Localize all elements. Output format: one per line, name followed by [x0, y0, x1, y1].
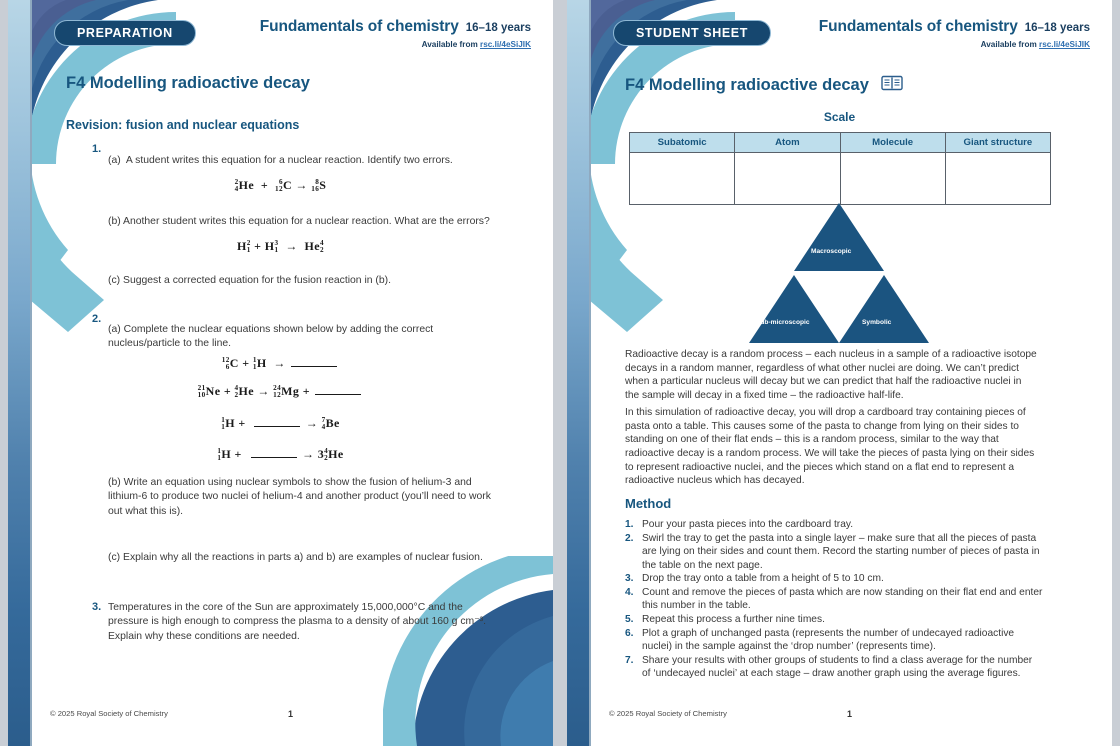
question-1a-text: [108, 154, 508, 168]
scale-cell-giant-structure[interactable]: [945, 153, 1050, 205]
question-1b-body: Another student writes this equation for a nuclear reaction. What are the errors?: [123, 216, 490, 227]
method-step-6-number: 6.: [625, 627, 634, 639]
availability-line-right: [819, 40, 1090, 49]
scale-label: Scale: [823, 110, 856, 124]
scale-table: [629, 132, 1051, 205]
question-1c-body: Suggest a corrected equation for the fusion reaction in (b).: [123, 275, 392, 286]
question-2a-text: [108, 323, 478, 352]
footer-right: [609, 709, 1090, 718]
scale-cell-subatomic[interactable]: [630, 153, 735, 205]
availability-line: [260, 40, 531, 49]
triangle-label-macroscopic: Macroscopic: [811, 248, 852, 255]
method-step-4-text: Count and remove the pieces of pasta which are now standing on their flat end and enter this number in the table.: [642, 586, 1043, 612]
copyright-right: © 2025 Royal Society of Chemistry: [609, 709, 727, 718]
page-left-preparation: [8, 0, 553, 746]
method-step-7: [625, 654, 1043, 681]
age-range-right: 16–18 years: [1024, 22, 1090, 34]
page-right-student-sheet: [567, 0, 1112, 746]
intro-paragraph-1: Radioactive decay is a random process – each nucleus in a sample of a radioactive isotope decays in a random manner, regardless of what other nuclei are doing. We can’t predict when a particular nucleus will decay but we can predict that half the radioactive nuclei in the sample will decay in a fixed time – the radioactive half-life.: [625, 349, 1037, 402]
method-step-1-text: Pour your pasta pieces into the cardboard tray.: [642, 519, 854, 530]
header-right-left-page: [260, 18, 531, 49]
scale-cell-molecule[interactable]: [840, 153, 945, 205]
question-1a-body: A student writes this equation for a nuclear reaction. Identify two errors.: [125, 155, 453, 166]
resource-title: Fundamentals of chemistry: [259, 18, 459, 35]
method-step-1: [625, 518, 1043, 532]
resource-title-right: Fundamentals of chemistry: [818, 18, 1018, 35]
equation-2a-2: 21 10 Ne + 4 2 He → 24 12 Mg +: [8, 384, 553, 399]
method-step-5-number: 5.: [625, 613, 634, 625]
badge-preparation: PREPARATION: [54, 20, 196, 46]
header-right-right-page: [819, 18, 1090, 49]
copyright-left: © 2025 Royal Society of Chemistry: [50, 709, 168, 718]
method-step-4: [625, 586, 1043, 613]
method-step-3: [625, 572, 1043, 586]
question-2c-text: [108, 551, 508, 565]
method-step-6-text: Plot a graph of unchanged pasta (represents the number of undecayed radioactive nuclei) in the sample against the ‘drop number’ (represents time).: [642, 627, 1015, 653]
question-2b-label: (b): [108, 477, 121, 488]
equation-2a-1: 12 6 C + 1 1 H →: [8, 356, 553, 371]
method-step-1-number: 1.: [625, 519, 634, 530]
method-step-3-text: Drop the tray onto a table from a height of 5 to 10 cm.: [642, 573, 884, 585]
equation-2a-4: 1 1 H + → 3 4 2 He: [217, 447, 344, 463]
scale-col-molecule: Molecule: [840, 133, 945, 153]
question-2c-label: (c): [108, 552, 121, 563]
question-2-number: 2.: [92, 313, 102, 325]
equation-1a: 2 4 He + 6 12 C → 8 16 S: [234, 178, 327, 194]
question-1c-label: (c): [108, 275, 121, 286]
method-step-4-number: 4.: [625, 586, 634, 598]
question-3-number: 3.: [92, 601, 102, 613]
scale-col-subatomic: Subatomic: [630, 133, 735, 153]
method-step-6: [625, 627, 1043, 654]
method-heading: Method: [625, 496, 672, 511]
page-spine-gradient-right: [567, 0, 589, 746]
right-page-content: [567, 0, 1112, 746]
method-step-5: [625, 613, 1043, 627]
footer-left: [50, 709, 531, 718]
method-step-7-number: 7.: [625, 654, 634, 666]
johnstone-triangle-diagram: [749, 203, 929, 345]
method-step-2-text: Swirl the tray to get the pasta into a single layer – make sure that all the pieces of pasta are lying on their sides and count them. Record the starting number of pieces of pasta in the table on the next page.: [642, 532, 1040, 571]
equation-2a-3: 1 1 H + → 7 4 Be: [221, 416, 340, 432]
method-step-2: [625, 532, 1043, 573]
question-2a-label: (a): [108, 324, 121, 335]
method-steps-list: [625, 518, 1043, 681]
page-number-right: 1: [846, 708, 852, 719]
page-title-text: F4 Modelling radioactive decay: [66, 74, 310, 92]
open-book-icon: [881, 74, 903, 97]
scale-col-giant-structure: Giant structure: [945, 133, 1050, 153]
badge-student-sheet: STUDENT SHEET: [613, 20, 771, 46]
question-2c-body: Explain why all the reactions in parts a) and b) are examples of nuclear fusion.: [123, 552, 483, 563]
scale-table-header-row: [630, 133, 1051, 153]
question-1a-label: (a): [108, 155, 121, 166]
available-from-label: Available from: [421, 40, 481, 49]
page-spine-edge: [30, 0, 32, 746]
intro-paragraph-2: In this simulation of radioactive decay, you will drop a cardboard tray containing pieces of pasta onto a table. This causes some of the pasta to change from lying on their sides to standing on one of their flat ends – this is a random process, similar to the way that radioactive decay is a random process. We will take the pieces of pasta lying on their sides to represent radioactive nuclei, and the pieces which stand on a flat end to represent a radioactive nucleus which has decayed.: [625, 407, 1035, 487]
resource-url-link[interactable]: rsc.li/4eSiJIK: [480, 40, 531, 49]
question-1b-label: (b): [108, 216, 121, 227]
method-step-5-text: Repeat this process a further nine times.: [642, 613, 825, 625]
method-step-2-number: 2.: [625, 532, 634, 544]
scale-cell-atom[interactable]: [735, 153, 840, 205]
resource-url-link-right[interactable]: rsc.li/4eSiJIK: [1039, 40, 1090, 49]
available-from-label-right: Available from: [980, 40, 1040, 49]
page-spine-edge-right: [589, 0, 591, 746]
question-1b-text: [108, 215, 508, 229]
page-title: [66, 74, 310, 93]
question-2a-body: Complete the nuclear equations shown below by adding the correct nucleus/particle to the line.: [108, 324, 434, 350]
scale-col-atom: Atom: [735, 133, 840, 153]
question-1c-text: [108, 274, 508, 288]
section-subheading: Revision: fusion and nuclear equations: [66, 118, 300, 132]
page-title-right: [625, 74, 903, 97]
equation-1b: H 2 1 + H 3 1 → He 4 2: [237, 239, 324, 255]
age-range: 16–18 years: [465, 22, 531, 34]
question-2b-body: Write an equation using nuclear symbols to show the fusion of helium-3 and lithium-6 to produce two nuclei of helium-4 and another product (you’ll need to work out what this is).: [108, 477, 491, 517]
triangle-label-symbolic: Symbolic: [862, 319, 892, 326]
question-1-number: 1.: [92, 143, 102, 155]
scale-table-answer-row: [630, 153, 1051, 205]
page-number-left: 1: [287, 708, 293, 719]
method-step-3-number: 3.: [625, 573, 634, 585]
question-2b-text: [108, 476, 500, 519]
page-spine-gradient: [8, 0, 30, 746]
triangle-label-sub-microscopic: Sub-microscopic: [756, 319, 810, 326]
page-title-text-right: F4 Modelling radioactive decay: [625, 76, 869, 94]
method-step-7-text: Share your results with other groups of students to find a class average for the number of ‘undecayed nuclei’ at each stage – draw another graph using the average figures.: [642, 654, 1033, 680]
question-3-text: Temperatures in the core of the Sun are approximately 15,000,000°C and the pressure is high enough to compress the plasma to a density of about 160 g cm⁻³. Explain why these conditions are needed.: [108, 602, 487, 642]
